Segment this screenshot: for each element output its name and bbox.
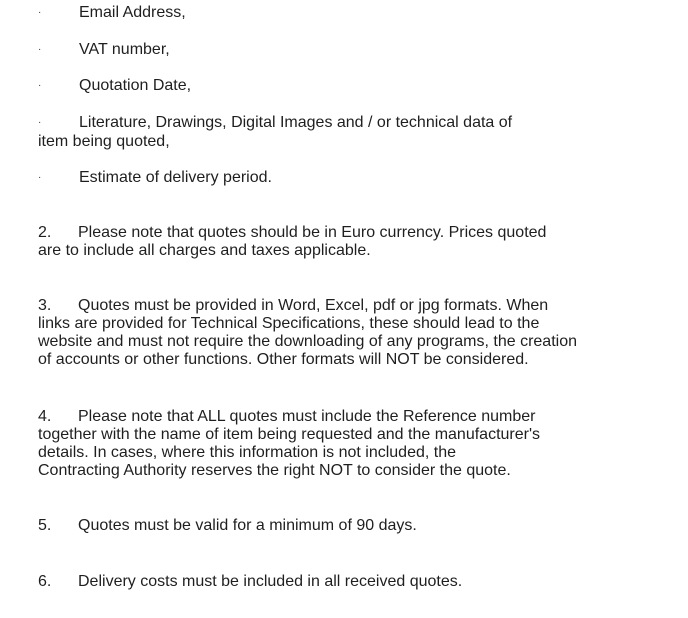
bullet-text: Quotation Date, [79, 77, 192, 94]
bullet-mark: · [38, 44, 42, 55]
bullet-text: Estimate of delivery period. [79, 169, 272, 186]
paragraph-number: 3. [38, 297, 52, 314]
paragraph-line-text: Please note that ALL quotes must include the Reference number [78, 408, 536, 425]
bullet-text-continued: item being quoted, [38, 133, 170, 150]
paragraph-line-text: Quotes must be valid for a minimum of 90 days. [78, 517, 417, 534]
paragraph-line: together with the name of item being requested and the manufacturer's [38, 426, 541, 443]
bullet-mark: · [38, 172, 42, 183]
bullet-item-delivery-estimate [38, 168, 598, 187]
bullet-item-literature [38, 113, 598, 151]
paragraph-line: details. In cases, where this information is not included, the [38, 444, 456, 461]
paragraph-6 [38, 573, 598, 591]
paragraph-number: 5. [38, 517, 52, 534]
paragraph-line: links are provided for Technical Specifications, these should lead to the [38, 315, 540, 332]
paragraph-line [38, 517, 598, 535]
paragraph-line [38, 224, 598, 242]
paragraph-5 [38, 517, 598, 535]
paragraph-line [38, 573, 598, 591]
bullet-text: Email Address, [79, 4, 186, 21]
paragraph-line: are to include all charges and taxes applicable. [38, 242, 371, 259]
paragraph-line-text: Delivery costs must be included in all received quotes. [78, 573, 463, 590]
bullet-text: VAT number, [79, 41, 170, 58]
bullet-item-email [38, 3, 598, 22]
paragraph-line [38, 408, 598, 426]
paragraph-number: 2. [38, 224, 52, 241]
paragraph-line [38, 297, 598, 315]
paragraph-line: website and must not require the downloading of any programs, the creation [38, 333, 577, 350]
bullet-mark: · [38, 7, 42, 18]
bullet-text: Literature, Drawings, Digital Images and / or technical data of [79, 114, 513, 131]
paragraph-number: 6. [38, 573, 52, 590]
paragraph-4 [38, 408, 598, 480]
paragraph-3 [38, 297, 598, 369]
bullet-item-quotation-date [38, 76, 598, 95]
bullet-mark: · [38, 80, 42, 91]
paragraph-number: 4. [38, 408, 52, 425]
paragraph-2 [38, 224, 598, 260]
bullet-item-vat [38, 40, 598, 59]
paragraph-line: Contracting Authority reserves the right NOT to consider the quote. [38, 462, 511, 479]
paragraph-line: of accounts or other functions. Other formats will NOT be considered. [38, 351, 529, 368]
paragraph-line-text: Quotes must be provided in Word, Excel, pdf or jpg formats. When [78, 297, 549, 314]
paragraph-line-text: Please note that quotes should be in Euro currency. Prices quoted [78, 224, 547, 241]
bullet-mark: · [38, 117, 42, 128]
